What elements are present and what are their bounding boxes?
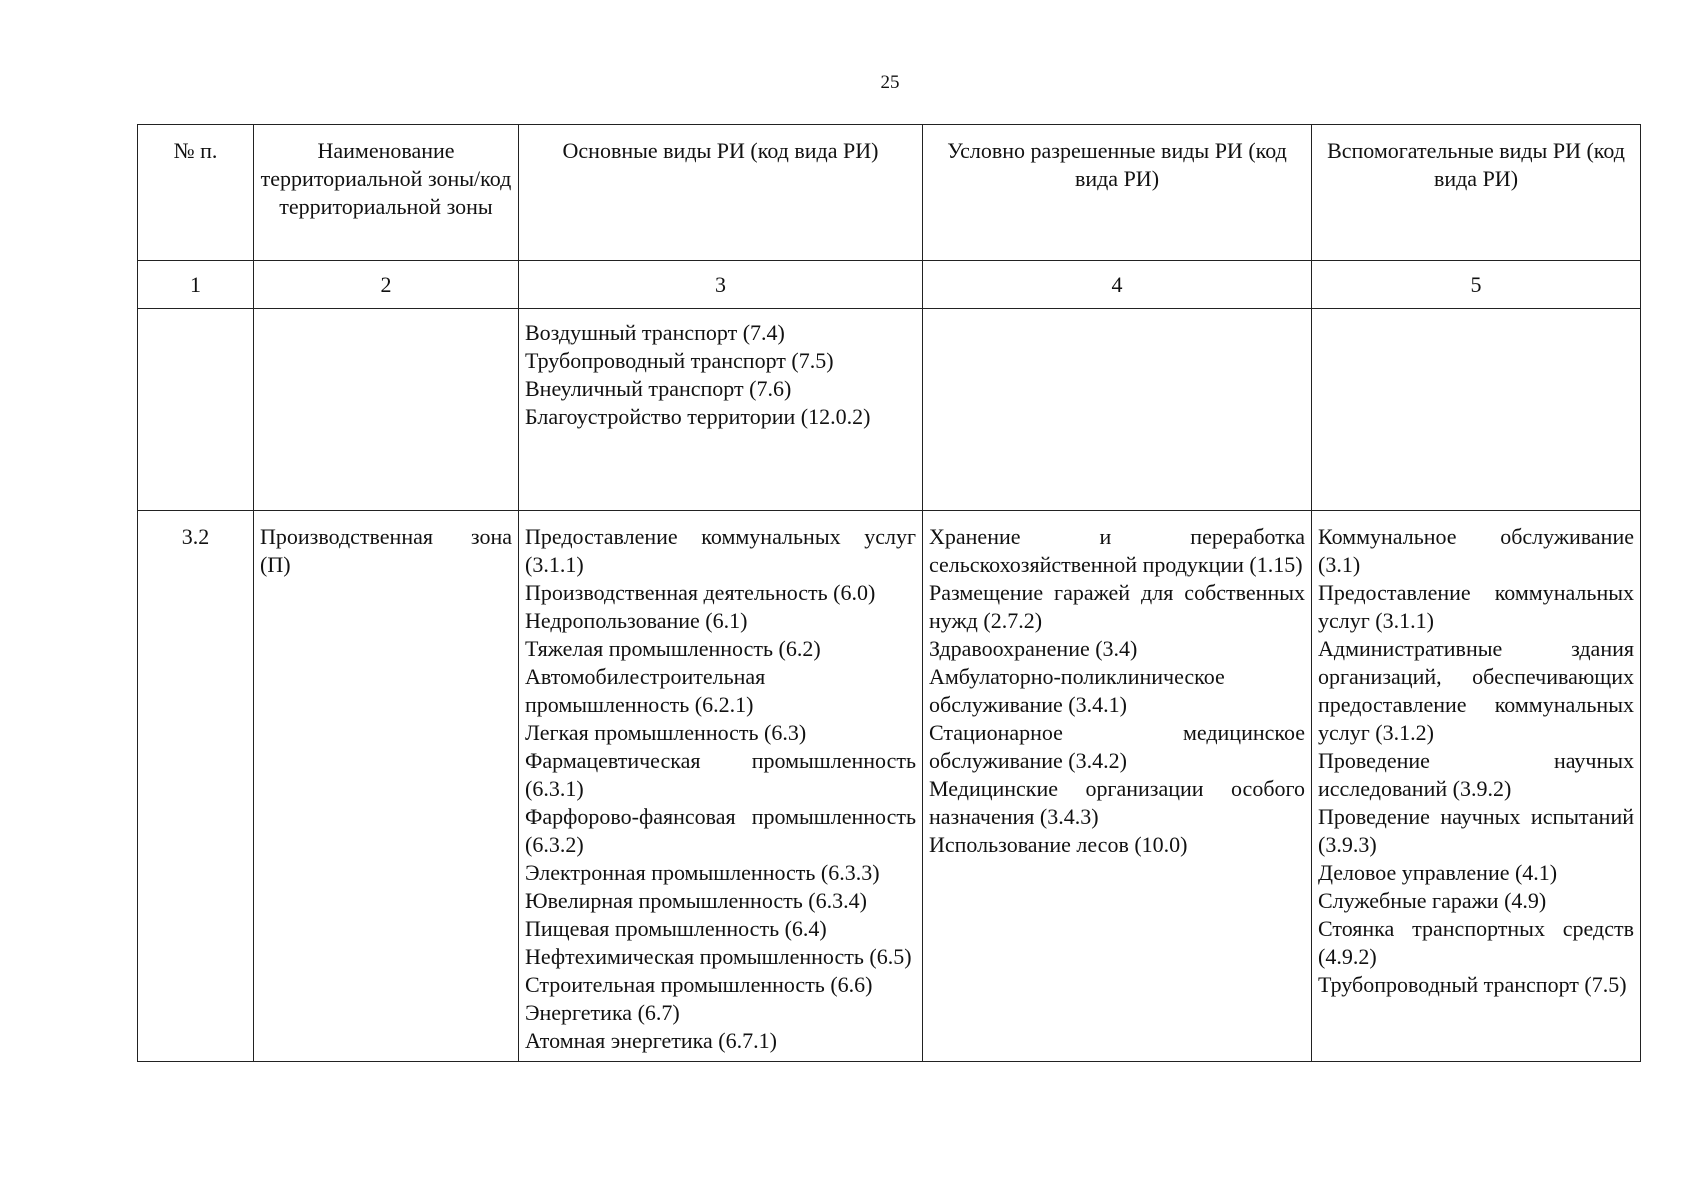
use-item: Проведение научных исследований (3.9.2) [1318, 748, 1634, 801]
use-item: Автомобилестроительная промышленность (6.2.1) [525, 664, 766, 717]
column-number: 4 [923, 261, 1312, 309]
use-item: Стоянка транспортных средств (4.9.2) [1318, 916, 1634, 969]
header-auxiliary-uses: Вспомогательные виды РИ (код вида РИ) [1312, 125, 1641, 261]
use-item: Фарфорово-фаянсовая промышленность (6.3.2) [525, 804, 916, 857]
use-item: Нефтехимическая промышленность (6.5) [525, 944, 912, 969]
auxiliary-uses-cell [1312, 511, 1641, 1062]
use-item: Предоставление коммунальных услуг (3.1.1) [525, 524, 916, 577]
header-main-uses: Основные виды РИ (код вида РИ) [519, 125, 923, 261]
use-item: Пищевая промышленность (6.4) [525, 916, 827, 941]
use-item: Трубопроводный транспорт (7.5) [1318, 972, 1627, 997]
use-item: Амбулаторно-поликлиническое обслуживание (3.4.1) [929, 664, 1225, 717]
use-item: Энергетика (6.7) [525, 1000, 680, 1025]
use-item: Размещение гаражей для собственных нужд (2.7.2) [929, 580, 1305, 633]
header-zone-name: Наименование территориальной зоны/код территориальной зоны [254, 125, 519, 261]
use-item: Стационарное медицинское обслуживание (3.4.2) [929, 720, 1305, 773]
main-uses-cell [519, 511, 923, 1062]
use-item: Производственная деятельность (6.0) [525, 580, 876, 605]
header-num: № п. [138, 125, 254, 261]
zone-row-3-2 [138, 511, 1641, 1062]
use-item: Благоустройство территории (12.0.2) [525, 404, 871, 429]
use-item: Тяжелая промышленность (6.2) [525, 636, 821, 661]
auxiliary-uses-cell [1312, 309, 1641, 511]
column-number: 2 [254, 261, 519, 309]
use-item: Служебные гаражи (4.9) [1318, 888, 1547, 913]
column-number: 5 [1312, 261, 1641, 309]
use-item: Проведение научных испытаний (3.9.3) [1318, 804, 1634, 857]
use-item: Ювелирная промышленность (6.3.4) [525, 888, 867, 913]
column-number: 3 [519, 261, 923, 309]
zones-table [137, 124, 1641, 1062]
use-item: Использование лесов (10.0) [929, 832, 1188, 857]
row-number-cell [138, 309, 254, 511]
use-item: Электронная промышленность (6.3.3) [525, 860, 880, 885]
use-item: Здравоохранение (3.4) [929, 636, 1138, 661]
column-number: 1 [138, 261, 254, 309]
zone-name-cell [254, 511, 519, 1062]
page-number: 25 [880, 72, 900, 93]
use-item: Легкая промышленность (6.3) [525, 720, 807, 745]
column-numbers-row [138, 261, 1641, 309]
conditional-uses-cell [923, 511, 1312, 1062]
use-item: Фармацевтическая промышленность (6.3.1) [525, 748, 916, 801]
use-item: Внеуличный транспорт (7.6) [525, 376, 792, 401]
use-item: Коммунальное обслуживание (3.1) [1318, 524, 1634, 577]
use-item: Атомная энергетика (6.7.1) [525, 1028, 777, 1053]
row-number-cell: 3.2 [138, 511, 254, 1062]
zone-name: Производственная зона (П) [260, 524, 512, 577]
use-item: Недропользование (6.1) [525, 608, 748, 633]
use-item: Трубопроводный транспорт (7.5) [525, 348, 834, 373]
use-item: Административные здания организаций, обеспечивающих предоставление коммунальных услуг (3.1.2) [1318, 636, 1634, 745]
continuation-row [138, 309, 1641, 511]
use-item: Строительная промышленность (6.6) [525, 972, 873, 997]
use-item: Медицинские организации особого назначения (3.4.3) [929, 776, 1305, 829]
use-item: Деловое управление (4.1) [1318, 860, 1558, 885]
use-item: Воздушный транспорт (7.4) [525, 320, 785, 345]
header-conditional-uses: Условно разрешенные виды РИ (код вида РИ) [923, 125, 1312, 261]
use-item: Предоставление коммунальных услуг (3.1.1) [1318, 580, 1634, 633]
zone-name-cell [254, 309, 519, 511]
header-row [138, 125, 1641, 261]
main-uses-cell [519, 309, 923, 511]
conditional-uses-cell [923, 309, 1312, 511]
use-item: Хранение и переработка сельскохозяйственной продукции (1.15) [929, 524, 1305, 577]
